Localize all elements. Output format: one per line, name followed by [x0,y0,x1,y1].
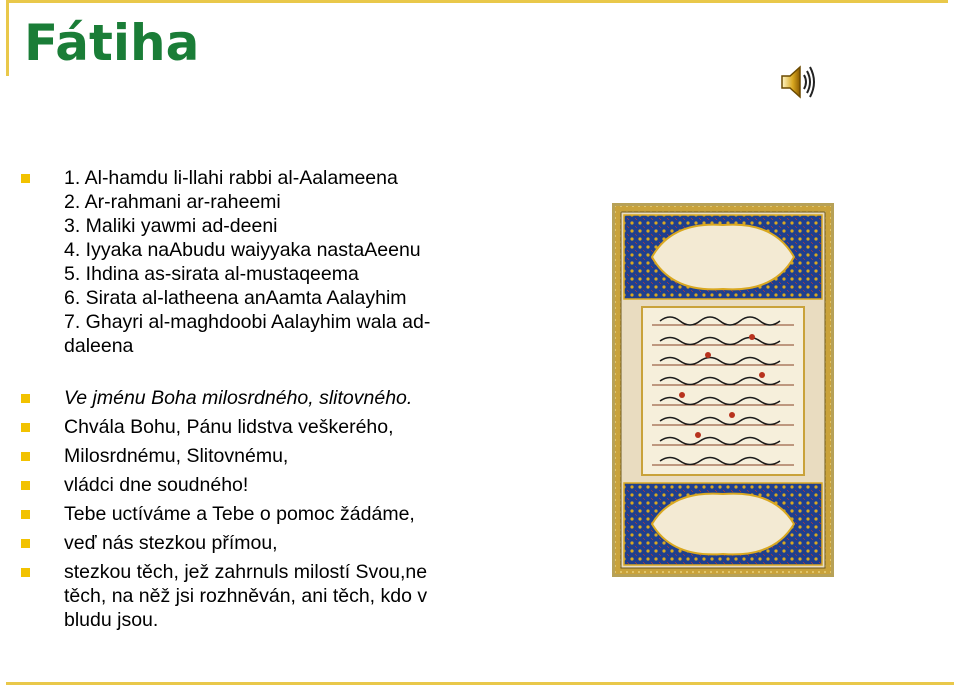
bottom-rule [6,682,954,685]
speaker-icon[interactable] [778,62,820,102]
square-bullet-icon [21,481,30,490]
translation-line: vládci dne soudného! [64,474,249,496]
translation-item [20,560,580,632]
translation-line: stezkou těch, jež zahrnuls milostí Svou,ne těch, na něž jsi rozhněván, ani těch, kdo v bludu jsou. [64,561,428,631]
top-rule [6,0,948,3]
illuminated-quran-page [612,203,834,577]
square-bullet-icon [21,510,30,519]
square-bullet-icon [21,452,30,461]
translation-line: Milosrdnému, Slitovnému, [64,445,289,467]
transliteration-line: 7. Ghayri al-maghdoobi Aalayhim wala ad-daleena [64,311,431,357]
square-bullet-icon [21,423,30,432]
square-bullet-icon [21,174,30,183]
translation-item [20,502,580,526]
translation-item [20,531,580,555]
transliteration-line: 4. Iyyaka naAbudu waiyyaka nastaAeenu [64,239,421,261]
translation-item [20,386,580,410]
transliteration-block [20,166,580,358]
transliteration-line: 2. Ar-rahmani ar-raheemi [64,191,281,213]
translation-line: veď nás stezkou přímou, [64,532,278,554]
translation-line: Ve jménu Boha milosrdného, slitovného. [64,387,413,409]
transliteration-line: 5. Ihdina as-sirata al-mustaqeema [64,263,359,285]
slide-title: Fátiha [24,14,200,72]
translation-line: Chvála Bohu, Pánu lidstva veškerého, [64,416,394,438]
top-left-rule [6,0,9,76]
translation-item [20,473,580,497]
transliteration-line: 1. Al-hamdu li-llahi rabbi al-Aalameena [64,167,398,189]
translation-item [20,415,580,439]
square-bullet-icon [21,568,30,577]
translation-line: Tebe uctíváme a Tebe o pomoc žádáme, [64,503,415,525]
square-bullet-icon [21,394,30,403]
transliteration-line: 6. Sirata al-latheena anAamta Aalayhim [64,287,407,309]
transliteration-line: 3. Maliki yawmi ad-deeni [64,215,278,237]
translation-item [20,444,580,468]
square-bullet-icon [21,539,30,548]
slide-body [20,166,580,632]
